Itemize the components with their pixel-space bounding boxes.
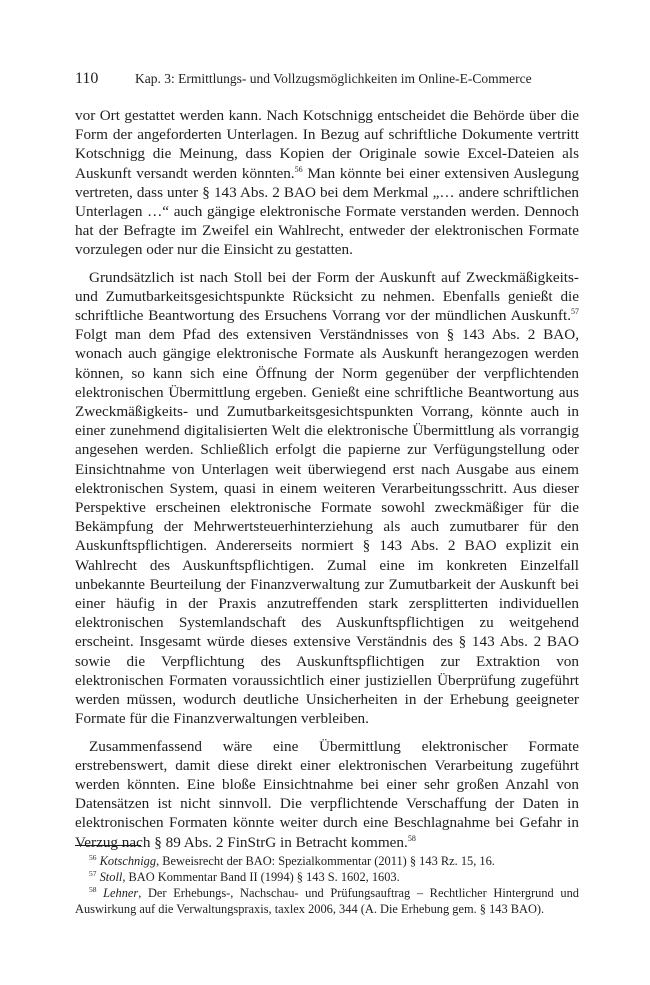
paragraph-text: Grundsätzlich ist nach Stoll bei der Form der Auskunft auf Zweckmäßigkeits- und Zumutbarkeitsgesichtspunkte Rücksicht zu nehmen. Ebenfalls genießt die schriftliche Beantwortung des Ersuchens Vorrang vor der mündlichen Auskunft. <box>75 268 579 325</box>
footnote <box>75 869 579 885</box>
footnote-reference: 58 <box>407 833 416 843</box>
paragraph <box>75 737 579 852</box>
paragraph-text: Zusammenfassend wäre eine Übermittlung elektronischer Formate erstrebenswert, damit diese direkt einer elektronischen Verarbeitung zugeführt werden könnten. Eine bloße Einsichtnahme bei einer sehr großen Anzahl von Datensätzen ist nicht sinnvoll. Die verpflichtende Verschaffung der Daten in elektronischen Formaten könnte weiter durch eine Beschlagnahme bei Gefahr in Verzug nach § 89 Abs. 2 FinStrG in Betracht kommen. <box>75 737 579 851</box>
chapter-title: Kap. 3: Ermittlungs- und Vollzugsmöglichkeiten im Online-E-Commerce <box>135 71 532 86</box>
footnote-author: Kotschnigg <box>99 854 157 868</box>
paragraph-text: Folgt man dem Pfad des extensiven Verständnisses von § 143 Abs. 2 BAO, wonach auch gängige elektronische Formate als Auskunft herangezogen werden können, so kann sich eine Öffnung der Norm gegenüber der verpflichtenden elektronischen Übermittlung ergeben. Genießt eine schriftliche Beantwortung aus Zweckmäßigkeits- und Zumutbarkeitsgesichtspunkten Vorrang, könnte auch in einer zunehmend digitalisierten Welt die elektronische Übermittlung als vorrangig angesehen werden. Schließlich erfolgt die papierne zur Verfügungstellung oder Einsichtnahme von Unterlagen weit überwiegend erst nach Ausgabe aus einem elektronischen System, quasi in einem weiteren Verarbeitungsschritt. Aus dieser Perspektive erscheinen elektronische Formate sowohl zweckmäßiger für die Bekämpfung der Mehrwertsteuerhinterziehung als auch zumutbarer für den Auskunftspflichtigen. Andererseits normiert § 143 Abs. 2 BAO explizit ein Wahlrecht des Auskunftspflichtigen. Zumal eine im konkreten Einzelfall unbekannte Beurteilung der Finanzverwaltung zur Zumutbarkeit der Auskunft bei einer häufig in der Praxis anzutreffenden stark zersplitterten individuellen elektronischen Systemlandschaft des Auskunftspflichtigen zu weitgehend erscheint. Insgesamt würde dieses extensive Verständnis des § 143 Abs. 2 BAO sowie die Verpflichtung des Auskunftspflichtigen zur Extraktion von elektronischen Formaten voraussichtlich einer justiziellen Überprüfung zugeführt werden müssen, wodurch deutliche Unsicherheiten in der Erhebung geeigneter Formate für die Finanzverwaltungen verbleiben. <box>75 326 579 728</box>
paragraph <box>75 268 579 729</box>
paragraph <box>75 106 579 260</box>
footnote-number: 58 <box>89 885 97 894</box>
footnote-rule <box>75 845 141 846</box>
paragraph-text: vor Ort gestattet werden kann. Nach Kotschnigg entscheidet die Behörde über die Form der angeforderten Unterlagen. In Bezug auf schriftliche Dokumente vertritt Kotschnigg die Meinung, dass Kopien der Originale sowie Excel-Dateien als Auskunft versandt werden könnten. <box>75 107 579 182</box>
footnote-text: , Beweisrecht der BAO: Spezialkommentar (2011) § 143 Rz. 15, 16. <box>156 854 495 868</box>
footnotes <box>75 853 579 917</box>
footnote-reference: 56 <box>294 164 303 174</box>
footnote-number: 56 <box>89 853 97 862</box>
footnote-author: Stoll <box>99 870 123 884</box>
footnote-text: , Der Erhebungs-, Nachschau- und Prüfungsauftrag – Rechtlicher Hintergrund und Auswirkung auf die Verwaltungspraxis, taxlex 2006, 344 (A. Die Erhebung gem. § 143 BAO). <box>75 886 579 916</box>
footnote <box>75 853 579 869</box>
body-text <box>75 106 579 852</box>
page-number: 110 <box>75 70 99 87</box>
footnote-text: , BAO Kommentar Band II (1994) § 143 S. 1602, 1603. <box>122 870 400 884</box>
paragraph-text: Man könnte bei einer extensiven Auslegung vertreten, dass unter § 143 Abs. 2 BAO bei dem Merkmal „… andere schriftlichen Unterlagen …“ auch gängige elektronische Formate verstanden werden. Dennoch hat der Befragte im Zweifel ein Wahlrecht, entweder der elektronischen Formate vorzulegen oder nur die Einsicht zu gestatten. <box>75 164 580 259</box>
footnote-number: 57 <box>89 869 97 878</box>
footnote-reference: 57 <box>571 307 579 317</box>
running-head <box>75 71 579 87</box>
footnote <box>75 885 579 917</box>
footnote-author: Lehner <box>103 886 139 900</box>
book-page <box>75 0 579 985</box>
